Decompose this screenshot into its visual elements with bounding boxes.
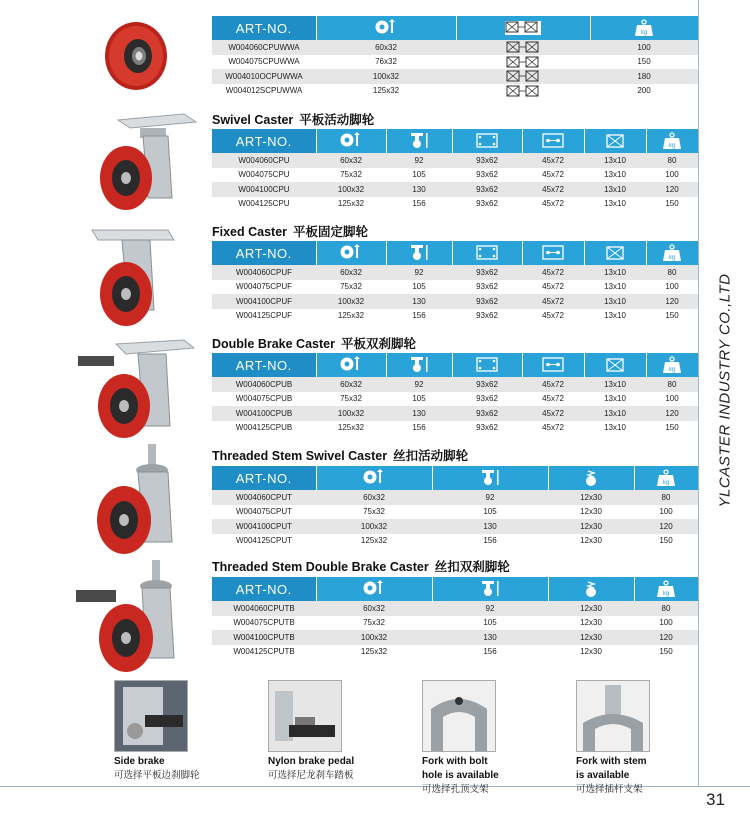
- double-brake-caster-photo: [76, 336, 196, 446]
- section-title-en: Double Brake Caster: [212, 337, 335, 351]
- table-cell: 93x62: [452, 197, 522, 212]
- threaded-stem-brake-caster-photo: [74, 560, 190, 678]
- wheel-size-icon: [340, 356, 362, 373]
- table-row: [212, 392, 698, 407]
- art-no-cell: W004075CPU: [212, 168, 316, 183]
- fixed-caster-photo: [88, 226, 198, 336]
- section-title-cn: 平板双刹脚轮: [340, 337, 416, 351]
- table-cell: 45x72: [522, 280, 584, 295]
- table-cell: 93x62: [452, 406, 522, 421]
- table-cell: 120: [646, 294, 698, 309]
- art-no-header: ART-NO.: [212, 466, 316, 490]
- art-no-cell: W004125CPU: [212, 197, 316, 212]
- art-no-cell: W004100CPUTB: [212, 630, 316, 645]
- load-weight-icon: [662, 356, 682, 374]
- table-cell: 120: [634, 630, 698, 645]
- table-cell: 93x62: [452, 309, 522, 324]
- table-row: [212, 309, 698, 324]
- table-cell: 13x10: [584, 377, 646, 392]
- table-row: [212, 421, 698, 436]
- table-row: [212, 645, 698, 660]
- section-title-cn: 丝扣双刹脚轮: [434, 560, 510, 574]
- table-row: [212, 40, 698, 55]
- wheel-size-header: [316, 16, 456, 40]
- table-cell: 45x72: [522, 421, 584, 436]
- section-title-swivel: [212, 110, 374, 128]
- feature-en-line1: Fork with bolt: [422, 756, 488, 767]
- bolt-header: [584, 129, 646, 153]
- wheel-size-header: [316, 241, 386, 265]
- table-row: [212, 69, 698, 84]
- table-row: [212, 519, 698, 534]
- art-no-cell: W004060CPUT: [212, 490, 316, 505]
- company-name-vertical: [700, 0, 750, 780]
- load-header: [646, 241, 698, 265]
- table-cell: 156: [386, 421, 452, 436]
- art-no-cell: W004100CPUB: [212, 406, 316, 421]
- thread-header: [548, 577, 634, 601]
- height-icon: [409, 244, 429, 261]
- load-header: [646, 129, 698, 153]
- height-icon: [409, 132, 429, 149]
- height-header: [386, 129, 452, 153]
- table-cell: 45x72: [522, 377, 584, 392]
- table-cell: 45x72: [522, 265, 584, 280]
- hole-spacing-icon: [542, 133, 564, 149]
- height-icon: [480, 580, 500, 597]
- table-cell: 180: [590, 69, 698, 84]
- table-row: [212, 153, 698, 168]
- bolt-size-icon: [456, 84, 590, 99]
- table-cell: 60x32: [316, 265, 386, 280]
- bolt-hole-fork-photo: [422, 680, 496, 752]
- table-cell: 100x32: [316, 182, 386, 197]
- table-row: [212, 630, 698, 645]
- table-cell: 45x72: [522, 182, 584, 197]
- table-cell: 125x32: [316, 645, 432, 660]
- table-cell: 12x30: [548, 601, 634, 616]
- table-cell: 93x62: [452, 377, 522, 392]
- table-header: [212, 16, 698, 40]
- table-cell: 12x30: [548, 519, 634, 534]
- table-cell: 150: [634, 645, 698, 660]
- page-number: 31: [706, 790, 725, 809]
- table-row: [212, 601, 698, 616]
- table-cell: 12x30: [548, 645, 634, 660]
- table-cell: 13x10: [584, 153, 646, 168]
- bolt-header: [456, 16, 590, 40]
- load-header: [634, 466, 698, 490]
- table-cell: 100x32: [316, 69, 456, 84]
- bolt-size-icon: [456, 55, 590, 70]
- hole-spacing-icon: [542, 357, 564, 373]
- double-brake-spec-table: [212, 353, 698, 435]
- art-no-cell: W004075CPUTB: [212, 616, 316, 631]
- feature-en-line1: Nylon brake pedal: [268, 756, 355, 767]
- feature-en-line2: hole is available: [422, 770, 499, 781]
- table-cell: 100x32: [316, 519, 432, 534]
- wheel-size-header: [316, 466, 432, 490]
- table-cell: 45x72: [522, 309, 584, 324]
- art-no-cell: W004060CPUF: [212, 265, 316, 280]
- feature-cn-line: 可选择插杆支架: [576, 784, 643, 795]
- art-no-header: ART-NO.: [212, 577, 316, 601]
- table-cell: 13x10: [584, 309, 646, 324]
- table-cell: 150: [634, 534, 698, 549]
- threaded-swivel-spec-table: [212, 466, 698, 548]
- table-cell: 12x30: [548, 490, 634, 505]
- table-cell: 45x72: [522, 168, 584, 183]
- threaded-brake-spec-table: [212, 577, 698, 659]
- section-title-en: Threaded Stem Double Brake Caster: [212, 560, 429, 574]
- table-cell: 130: [386, 406, 452, 421]
- load-weight-icon: [662, 132, 682, 150]
- table-cell: 13x10: [584, 197, 646, 212]
- table-cell: 13x10: [584, 392, 646, 407]
- table-cell: 13x10: [584, 168, 646, 183]
- table-cell: 93x62: [452, 182, 522, 197]
- table-header: [212, 129, 698, 153]
- art-no-cell: W004100CPUT: [212, 519, 316, 534]
- table-row: [212, 616, 698, 631]
- section-title-fixed: [212, 222, 368, 240]
- height-icon: [409, 356, 429, 373]
- table-cell: 80: [646, 265, 698, 280]
- table-cell: 130: [432, 519, 548, 534]
- art-no-cell: W004010OCPUWWA: [212, 69, 316, 84]
- table-cell: 93x62: [452, 280, 522, 295]
- table-cell: 93x62: [452, 421, 522, 436]
- table-cell: 93x62: [452, 265, 522, 280]
- table-cell: 125x32: [316, 84, 456, 99]
- table-cell: 75x32: [316, 280, 386, 295]
- art-no-cell: W004125CPUB: [212, 421, 316, 436]
- table-cell: 92: [432, 490, 548, 505]
- table-cell: 80: [634, 601, 698, 616]
- table-cell: 100: [634, 616, 698, 631]
- table-cell: 92: [386, 265, 452, 280]
- feature-en-line1: Fork with stem: [576, 756, 647, 767]
- section-title-threaded-swivel: [212, 446, 468, 464]
- thread-icon: [581, 580, 601, 598]
- feature-nylon-pedal: [268, 680, 354, 783]
- table-cell: 156: [432, 645, 548, 660]
- table-cell: 130: [386, 294, 452, 309]
- plate-size-icon: [476, 245, 498, 261]
- load-weight-icon: [662, 244, 682, 262]
- art-no-cell: W004075CPUF: [212, 280, 316, 295]
- table-cell: 75x32: [316, 168, 386, 183]
- table-cell: 60x32: [316, 153, 386, 168]
- swivel-spec-table: [212, 129, 698, 211]
- table-cell: 100: [646, 392, 698, 407]
- feature-en-line1: Side brake: [114, 756, 165, 767]
- table-cell: 150: [590, 55, 698, 70]
- table-cell: 93x62: [452, 153, 522, 168]
- table-cell: 13x10: [584, 280, 646, 295]
- table-cell: 45x72: [522, 197, 584, 212]
- table-cell: 12x30: [548, 630, 634, 645]
- art-no-cell: W004060CPUTB: [212, 601, 316, 616]
- table-header: [212, 241, 698, 265]
- bolt-header: [584, 241, 646, 265]
- table-cell: 60x32: [316, 601, 432, 616]
- table-cell: 12x30: [548, 534, 634, 549]
- bolt-size-icon: [605, 245, 625, 261]
- swivel-caster-photo: [88, 108, 198, 218]
- hole-header: [522, 241, 584, 265]
- art-no-header: ART-NO.: [212, 241, 316, 265]
- section-title-cn: 平板固定脚轮: [293, 225, 369, 239]
- table-cell: 12x30: [548, 505, 634, 520]
- threaded-stem-caster-photo: [82, 444, 192, 564]
- wheel-size-icon: [363, 469, 385, 486]
- wheel-size-icon: [375, 19, 397, 36]
- table-cell: 45x72: [522, 294, 584, 309]
- table-cell: 150: [646, 309, 698, 324]
- wheel-spec-table: [212, 16, 698, 98]
- feature-en-line2: is available: [576, 770, 630, 781]
- table-cell: 13x10: [584, 265, 646, 280]
- table-header: [212, 577, 698, 601]
- table-cell: 100: [590, 40, 698, 55]
- table-header: [212, 466, 698, 490]
- art-no-header: ART-NO.: [212, 16, 316, 40]
- height-icon: [480, 469, 500, 486]
- table-cell: 93x62: [452, 392, 522, 407]
- table-cell: 75x32: [316, 392, 386, 407]
- hole-spacing-icon: [542, 245, 564, 261]
- thread-header: [548, 466, 634, 490]
- art-no-header: ART-NO.: [212, 129, 316, 153]
- table-cell: 45x72: [522, 392, 584, 407]
- section-title-en: Swivel Caster: [212, 113, 294, 127]
- wheel-size-header: [316, 129, 386, 153]
- hole-header: [522, 353, 584, 377]
- section-title-threaded-brake: [212, 557, 510, 575]
- table-cell: 45x72: [522, 406, 584, 421]
- section-title-en: Threaded Stem Swivel Caster: [212, 449, 388, 463]
- art-no-cell: W004125CPUF: [212, 309, 316, 324]
- fixed-spec-table: [212, 241, 698, 323]
- load-header: [634, 577, 698, 601]
- table-cell: 100: [646, 168, 698, 183]
- table-cell: 105: [386, 392, 452, 407]
- art-no-cell: W004075CPUWWA: [212, 55, 316, 70]
- table-cell: 120: [646, 406, 698, 421]
- table-row: [212, 534, 698, 549]
- table-cell: 100: [646, 280, 698, 295]
- section-title-cn: 平板活动脚轮: [299, 113, 375, 127]
- table-row: [212, 294, 698, 309]
- table-row: [212, 197, 698, 212]
- side-brake-photo: [114, 680, 188, 752]
- wheel-size-icon: [363, 580, 385, 597]
- table-row: [212, 406, 698, 421]
- table-cell: 80: [646, 153, 698, 168]
- table-cell: 100x32: [316, 630, 432, 645]
- table-cell: 100x32: [316, 406, 386, 421]
- height-header: [386, 241, 452, 265]
- art-no-cell: W004075CPUT: [212, 505, 316, 520]
- plate-header: [452, 129, 522, 153]
- table-cell: 45x72: [522, 153, 584, 168]
- table-row: [212, 168, 698, 183]
- table-row: [212, 182, 698, 197]
- table-row: [212, 265, 698, 280]
- table-cell: 60x32: [316, 377, 386, 392]
- table-row: [212, 490, 698, 505]
- table-cell: 156: [432, 534, 548, 549]
- load-weight-icon: [634, 19, 654, 37]
- table-row: [212, 377, 698, 392]
- table-row: [212, 280, 698, 295]
- section-title-en: Fixed Caster: [212, 225, 288, 239]
- table-row: [212, 505, 698, 520]
- table-cell: 105: [432, 616, 548, 631]
- art-no-cell: W004125CPUT: [212, 534, 316, 549]
- load-weight-icon: [656, 580, 676, 598]
- table-cell: 80: [646, 377, 698, 392]
- table-cell: 93x62: [452, 168, 522, 183]
- load-header: [646, 353, 698, 377]
- right-border-line: [698, 0, 699, 786]
- art-no-cell: W004100CPUF: [212, 294, 316, 309]
- table-cell: 92: [386, 377, 452, 392]
- table-cell: 60x32: [316, 490, 432, 505]
- feature-cn-line: 可选择平板边刹脚轮: [114, 770, 200, 781]
- section-title-cn: 丝扣活动脚轮: [393, 449, 469, 463]
- plate-size-icon: [476, 357, 498, 373]
- bolt-size-icon: [456, 69, 590, 84]
- wheel-photo: [96, 16, 176, 96]
- table-header: [212, 353, 698, 377]
- plate-header: [452, 241, 522, 265]
- feature-bolt-hole-fork: [422, 680, 499, 797]
- art-no-header: ART-NO.: [212, 353, 316, 377]
- art-no-cell: W004012SCPUWWA: [212, 84, 316, 99]
- table-cell: 80: [634, 490, 698, 505]
- wheel-size-icon: [340, 132, 362, 149]
- nylon-pedal-photo: [268, 680, 342, 752]
- table-cell: 120: [634, 519, 698, 534]
- wheel-size-header: [316, 577, 432, 601]
- table-row: [212, 55, 698, 70]
- table-row: [212, 84, 698, 99]
- table-cell: 105: [386, 280, 452, 295]
- height-header: [386, 353, 452, 377]
- table-cell: 92: [432, 601, 548, 616]
- table-cell: 105: [432, 505, 548, 520]
- table-cell: 100x32: [316, 294, 386, 309]
- wheel-size-icon: [340, 244, 362, 261]
- art-no-cell: W004075CPUB: [212, 392, 316, 407]
- table-cell: 92: [386, 153, 452, 168]
- table-cell: 100: [634, 505, 698, 520]
- bolt-size-icon: [605, 133, 625, 149]
- table-cell: 75x32: [316, 505, 432, 520]
- table-cell: 125x32: [316, 421, 386, 436]
- bolt-header: [584, 353, 646, 377]
- table-cell: 75x32: [316, 616, 432, 631]
- height-header: [432, 466, 548, 490]
- feature-stem-fork: [576, 680, 650, 797]
- section-title-double-brake: [212, 334, 416, 352]
- art-no-cell: W004100CPU: [212, 182, 316, 197]
- table-cell: 76x32: [316, 55, 456, 70]
- load-weight-icon: [656, 469, 676, 487]
- table-cell: 156: [386, 197, 452, 212]
- table-cell: 60x32: [316, 40, 456, 55]
- table-cell: 13x10: [584, 406, 646, 421]
- bolt-size-icon: [505, 21, 541, 35]
- table-cell: 120: [646, 182, 698, 197]
- art-no-cell: W004060CPUWWA: [212, 40, 316, 55]
- table-cell: 200: [590, 84, 698, 99]
- stem-fork-photo: [576, 680, 650, 752]
- table-cell: 130: [386, 182, 452, 197]
- bolt-size-icon: [456, 40, 590, 55]
- hole-header: [522, 129, 584, 153]
- art-no-cell: W004125CPUTB: [212, 645, 316, 660]
- bolt-size-icon: [605, 357, 625, 373]
- feature-cn-line: 可选择尼龙刹车踏板: [268, 770, 354, 781]
- table-cell: 105: [386, 168, 452, 183]
- table-cell: 130: [432, 630, 548, 645]
- table-cell: 125x32: [316, 309, 386, 324]
- table-cell: 13x10: [584, 182, 646, 197]
- table-cell: 12x30: [548, 616, 634, 631]
- art-no-cell: W004060CPUB: [212, 377, 316, 392]
- table-cell: 13x10: [584, 421, 646, 436]
- plate-header: [452, 353, 522, 377]
- table-cell: 93x62: [452, 294, 522, 309]
- plate-size-icon: [476, 133, 498, 149]
- thread-icon: [581, 469, 601, 487]
- feature-side-brake: [114, 680, 200, 783]
- feature-cn-line: 可选择孔顶支架: [422, 784, 489, 795]
- load-header: [590, 16, 698, 40]
- table-cell: 150: [646, 197, 698, 212]
- table-cell: 125x32: [316, 197, 386, 212]
- table-cell: 156: [386, 309, 452, 324]
- company-name: YLCASTER INDUSTRY CO.,LTD: [716, 273, 734, 507]
- wheel-size-header: [316, 353, 386, 377]
- table-cell: 125x32: [316, 534, 432, 549]
- height-header: [432, 577, 548, 601]
- table-cell: 13x10: [584, 294, 646, 309]
- table-cell: 150: [646, 421, 698, 436]
- art-no-cell: W004060CPU: [212, 153, 316, 168]
